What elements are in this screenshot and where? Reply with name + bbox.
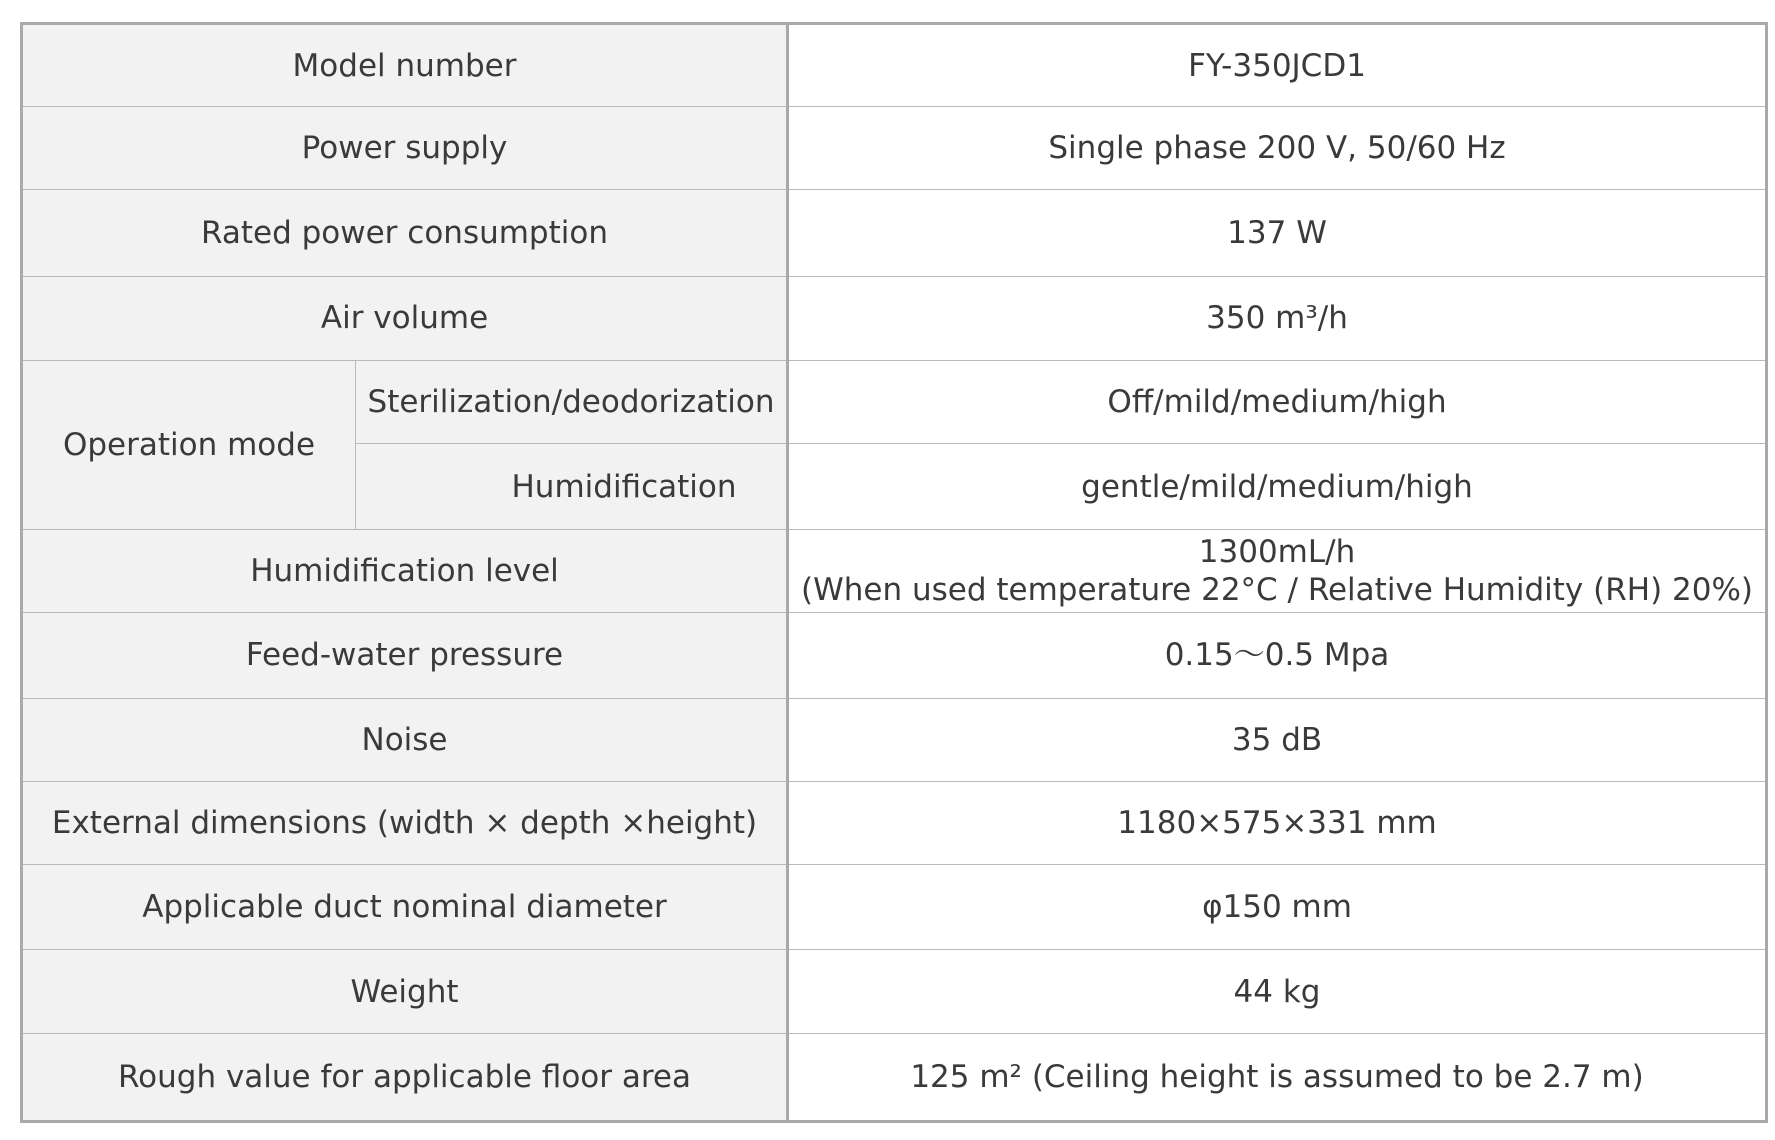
table-row-power-supply <box>22 107 1767 190</box>
humidification-value: gentle/mild/medium/high <box>788 444 1767 530</box>
table-row-feed-water-pressure <box>22 612 1767 698</box>
table-row-rated-power <box>22 190 1767 276</box>
external-dimensions-label: External dimensions (width × depth ×height) <box>22 782 788 865</box>
humidification-level-value-line2: (When used temperature 22°C / Relative Humidity (RH) 20%) <box>801 571 1754 608</box>
humidification-level-label: Humidification level <box>22 530 788 612</box>
table-row-model-number <box>22 24 1767 107</box>
table-row-sterilization <box>22 360 1767 443</box>
table-row-floor-area <box>22 1033 1767 1121</box>
rated-power-value: 137 W <box>788 190 1767 276</box>
duct-diameter-label: Applicable duct nominal diameter <box>22 865 788 950</box>
table-row-weight <box>22 950 1767 1033</box>
table-row-air-volume <box>22 276 1767 360</box>
air-volume-value: 350 m³/h <box>788 276 1767 360</box>
table-row-external-dimensions <box>22 782 1767 865</box>
external-dimensions-value: 1180×575×331 mm <box>788 782 1767 865</box>
power-supply-value: Single phase 200 V, 50/60 Hz <box>788 107 1767 190</box>
model-number-value: FY-350JCD1 <box>788 24 1767 107</box>
weight-value: 44 kg <box>788 950 1767 1033</box>
feed-water-pressure-label: Feed-water pressure <box>22 612 788 698</box>
humidification-label: Humidification <box>356 444 788 530</box>
power-supply-label: Power supply <box>22 107 788 190</box>
table-row-noise <box>22 698 1767 781</box>
floor-area-value: 125 m² (Ceiling height is assumed to be 2.7 m) <box>788 1033 1767 1121</box>
operation-mode-label: Operation mode <box>22 360 356 529</box>
humidification-level-value <box>788 530 1767 612</box>
noise-label: Noise <box>22 698 788 781</box>
feed-water-pressure-value: 0.15〜0.5 Mpa <box>788 612 1767 698</box>
table-row-humidification-level <box>22 530 1767 612</box>
duct-diameter-value: φ150 mm <box>788 865 1767 950</box>
air-volume-label: Air volume <box>22 276 788 360</box>
sterilization-value: Off/mild/medium/high <box>788 360 1767 443</box>
floor-area-label: Rough value for applicable floor area <box>22 1033 788 1121</box>
weight-label: Weight <box>22 950 788 1033</box>
sterilization-label: Sterilization/deodorization <box>356 360 788 443</box>
humidification-level-value-line1: 1300mL/h <box>1198 533 1356 570</box>
rated-power-label: Rated power consumption <box>22 190 788 276</box>
spec-table <box>20 22 1768 1123</box>
model-number-label: Model number <box>22 24 788 107</box>
table-row-duct-diameter <box>22 865 1767 950</box>
noise-value: 35 dB <box>788 698 1767 781</box>
